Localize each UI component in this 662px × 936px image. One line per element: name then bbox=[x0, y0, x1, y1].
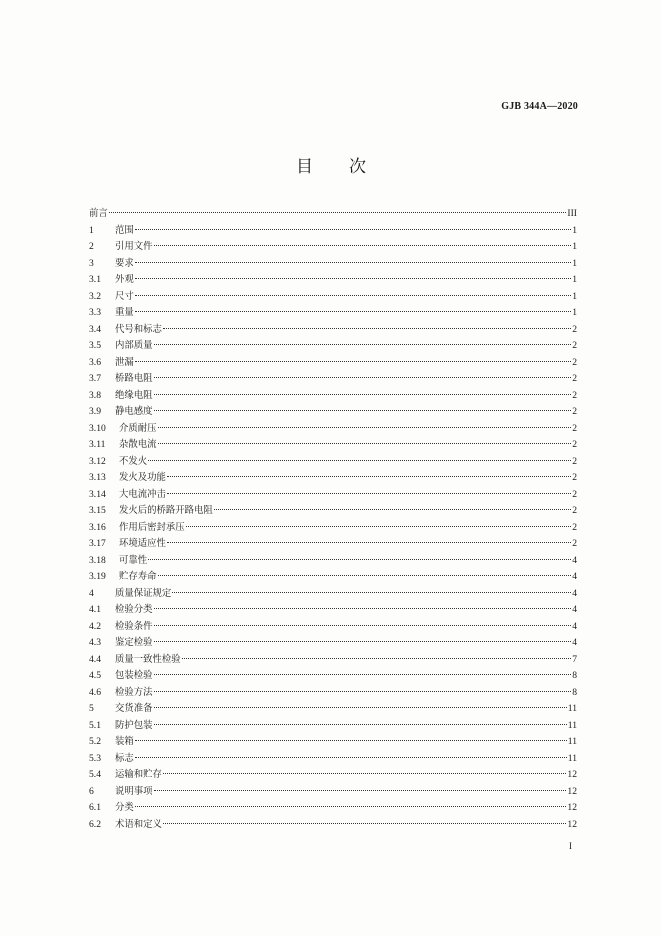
toc-leader-dots bbox=[163, 773, 567, 774]
table-of-contents bbox=[89, 206, 577, 833]
toc-entry-page: 2 bbox=[572, 406, 577, 417]
toc-leader-dots bbox=[148, 460, 571, 461]
toc-entry[interactable] bbox=[89, 322, 577, 339]
toc-entry-number: 4.4 bbox=[89, 653, 101, 665]
toc-leader-dots bbox=[148, 559, 571, 560]
toc-entry-page: 4 bbox=[572, 587, 577, 599]
toc-entry-number: 5.3 bbox=[89, 752, 101, 764]
toc-entry-title: 范围 bbox=[115, 224, 134, 236]
toc-entry-number: 5.1 bbox=[89, 719, 101, 731]
toc-entry-title: 发火及功能 bbox=[119, 472, 166, 483]
toc-entry-page: 11 bbox=[567, 752, 577, 764]
page-title: 目次 bbox=[296, 157, 402, 177]
toc-entry[interactable] bbox=[89, 800, 577, 817]
toc-entry[interactable] bbox=[89, 817, 577, 834]
toc-entry[interactable] bbox=[89, 487, 577, 504]
toc-entry[interactable] bbox=[89, 652, 577, 669]
toc-entry-number: 2 bbox=[89, 241, 94, 252]
toc-entry[interactable] bbox=[89, 437, 577, 454]
toc-entry-title: 介质耐压 bbox=[119, 422, 157, 434]
toc-entry-number: 3.12 bbox=[89, 455, 106, 467]
toc-entry[interactable] bbox=[89, 718, 577, 735]
toc-leader-dots bbox=[154, 790, 567, 791]
toc-entry-title: 可靠性 bbox=[119, 554, 148, 566]
toc-entry-title: 检验方法 bbox=[115, 686, 153, 698]
toc-entry-number: 3.19 bbox=[89, 571, 106, 582]
toc-entry-title: 前言 bbox=[89, 208, 108, 219]
toc-entry[interactable] bbox=[89, 685, 577, 702]
toc-entry-page: 2 bbox=[572, 538, 577, 549]
toc-entry-page: 2 bbox=[572, 472, 577, 483]
toc-entry-page: 12 bbox=[567, 785, 577, 797]
toc-entry[interactable] bbox=[89, 520, 577, 537]
toc-leader-dots bbox=[154, 394, 572, 395]
toc-entry-page: III bbox=[567, 208, 577, 219]
toc-entry-title: 杂散电流 bbox=[119, 439, 157, 450]
toc-entry-page: 1 bbox=[572, 274, 577, 285]
toc-entry[interactable] bbox=[89, 619, 577, 636]
toc-entry-page: 1 bbox=[572, 307, 577, 318]
toc-entry-title: 说明事项 bbox=[115, 785, 153, 797]
toc-entry[interactable] bbox=[89, 421, 577, 438]
toc-entry[interactable] bbox=[89, 404, 577, 421]
toc-entry-title: 鉴定检验 bbox=[115, 637, 153, 648]
toc-entry[interactable] bbox=[89, 503, 577, 520]
toc-entry-number: 3.1 bbox=[89, 274, 101, 285]
toc-entry-title: 引用文件 bbox=[115, 241, 153, 252]
toc-entry-page: 4 bbox=[572, 604, 577, 615]
toc-entry-title: 质量保证规定 bbox=[115, 587, 172, 599]
toc-entry-number: 1 bbox=[89, 224, 94, 236]
toc-entry-number: 3.13 bbox=[89, 472, 106, 483]
toc-entry-page: 1 bbox=[572, 224, 577, 236]
toc-leader-dots bbox=[135, 740, 567, 741]
toc-entry-title: 代号和标志 bbox=[115, 323, 162, 335]
toc-entry-number: 3.3 bbox=[89, 307, 101, 318]
toc-leader-dots bbox=[167, 493, 571, 494]
toc-entry-number: 6 bbox=[89, 785, 94, 797]
toc-entry[interactable] bbox=[89, 470, 577, 487]
toc-entry[interactable] bbox=[89, 784, 577, 801]
toc-entry-number: 3.2 bbox=[89, 290, 101, 302]
toc-entry-page: 1 bbox=[572, 257, 577, 269]
toc-entry-number: 4.6 bbox=[89, 686, 101, 698]
toc-entry-number: 6.2 bbox=[89, 818, 101, 830]
toc-entry-title: 静电感度 bbox=[115, 406, 153, 417]
toc-entry-title: 交货准备 bbox=[115, 703, 153, 714]
toc-entry[interactable] bbox=[89, 701, 577, 718]
toc-entry-page: 1 bbox=[572, 290, 577, 302]
toc-entry-page: 2 bbox=[572, 455, 577, 467]
toc-entry[interactable] bbox=[89, 272, 577, 289]
toc-entry[interactable] bbox=[89, 355, 577, 372]
toc-entry-title: 尺寸 bbox=[115, 290, 134, 302]
toc-entry-title: 检验条件 bbox=[115, 620, 153, 632]
toc-leader-dots bbox=[135, 311, 571, 312]
toc-entry-number: 3.4 bbox=[89, 323, 101, 335]
toc-leader-dots bbox=[135, 806, 567, 807]
toc-leader-dots bbox=[214, 509, 571, 510]
toc-entry-number: 4.1 bbox=[89, 604, 101, 615]
toc-leader-dots bbox=[158, 575, 572, 576]
toc-entry-page: 12 bbox=[567, 818, 577, 830]
toc-entry-number: 5.2 bbox=[89, 736, 101, 747]
toc-leader-dots bbox=[154, 707, 567, 708]
toc-entry-page: 12 bbox=[567, 802, 577, 813]
toc-entry[interactable] bbox=[89, 668, 577, 685]
toc-entry[interactable] bbox=[89, 767, 577, 784]
toc-entry-title: 检验分类 bbox=[115, 604, 153, 615]
toc-leader-dots bbox=[163, 823, 567, 824]
toc-entry-title: 大电流冲击 bbox=[119, 488, 166, 500]
toc-leader-dots bbox=[158, 443, 572, 444]
toc-entry-number: 3.15 bbox=[89, 505, 106, 516]
toc-entry-page: 8 bbox=[572, 686, 577, 698]
toc-entry[interactable] bbox=[89, 734, 577, 751]
toc-entry[interactable] bbox=[89, 206, 577, 223]
toc-leader-dots bbox=[167, 542, 571, 543]
toc-leader-dots bbox=[135, 278, 571, 279]
toc-entry-page: 2 bbox=[572, 373, 577, 384]
toc-entry-number: 4.5 bbox=[89, 670, 101, 681]
toc-entry-number: 3.11 bbox=[89, 439, 106, 450]
toc-leader-dots bbox=[135, 229, 571, 230]
toc-leader-dots bbox=[154, 641, 572, 642]
toc-entry[interactable] bbox=[89, 305, 577, 322]
toc-leader-dots bbox=[186, 526, 572, 527]
toc-entry[interactable] bbox=[89, 635, 577, 652]
page-number: I bbox=[569, 841, 572, 851]
standard-code: GJB 344A—2020 bbox=[501, 101, 578, 112]
toc-leader-dots bbox=[154, 410, 572, 411]
toc-leader-dots bbox=[163, 328, 571, 329]
toc-entry-title: 内部质量 bbox=[115, 340, 153, 351]
toc-entry[interactable] bbox=[89, 371, 577, 388]
toc-leader-dots bbox=[154, 377, 572, 378]
toc-leader-dots bbox=[154, 608, 572, 609]
toc-leader-dots bbox=[167, 476, 571, 477]
toc-leader-dots bbox=[154, 625, 572, 626]
toc-entry-title: 质量一致性检验 bbox=[115, 653, 181, 665]
toc-entry-title: 发火后的桥路开路电阻 bbox=[119, 505, 213, 516]
toc-entry-page: 2 bbox=[572, 488, 577, 500]
toc-entry[interactable] bbox=[89, 289, 577, 306]
toc-entry-number: 4.3 bbox=[89, 637, 101, 648]
toc-entry-page: 12 bbox=[567, 769, 577, 780]
toc-entry[interactable] bbox=[89, 569, 577, 586]
toc-entry-page: 2 bbox=[572, 340, 577, 351]
toc-entry-title: 重量 bbox=[115, 307, 134, 318]
toc-entry-page: 8 bbox=[572, 670, 577, 681]
toc-entry-title: 运输和贮存 bbox=[115, 769, 162, 780]
toc-entry-title: 绝缘电阻 bbox=[115, 389, 153, 401]
toc-entry[interactable] bbox=[89, 586, 577, 603]
toc-entry-number: 3.9 bbox=[89, 406, 101, 417]
toc-entry[interactable] bbox=[89, 454, 577, 471]
toc-entry[interactable] bbox=[89, 239, 577, 256]
toc-entry[interactable] bbox=[89, 536, 577, 553]
toc-entry-title: 要求 bbox=[115, 257, 134, 269]
toc-entry-page: 2 bbox=[572, 323, 577, 335]
toc-entry-title: 贮存寿命 bbox=[119, 571, 157, 582]
toc-entry-page: 11 bbox=[567, 719, 577, 731]
toc-entry-number: 3.8 bbox=[89, 389, 101, 401]
toc-leader-dots bbox=[135, 295, 571, 296]
toc-entry-page: 2 bbox=[572, 505, 577, 516]
toc-leader-dots bbox=[182, 658, 572, 659]
toc-leader-dots bbox=[154, 674, 572, 675]
toc-leader-dots bbox=[135, 262, 571, 263]
toc-entry[interactable] bbox=[89, 338, 577, 355]
toc-leader-dots bbox=[172, 592, 571, 593]
toc-entry-page: 2 bbox=[572, 422, 577, 434]
toc-entry-number: 3.7 bbox=[89, 373, 101, 384]
toc-entry-title: 环境适应性 bbox=[119, 538, 166, 549]
toc-entry-page: 2 bbox=[572, 439, 577, 450]
toc-leader-dots bbox=[109, 212, 567, 213]
toc-leader-dots bbox=[158, 427, 572, 428]
toc-entry-number: 3.5 bbox=[89, 340, 101, 351]
toc-entry-number: 3.16 bbox=[89, 521, 106, 533]
toc-entry[interactable] bbox=[89, 256, 577, 273]
toc-entry-title: 不发火 bbox=[119, 455, 148, 467]
toc-leader-dots bbox=[135, 361, 571, 362]
toc-leader-dots bbox=[154, 724, 567, 725]
toc-entry-page: 2 bbox=[572, 389, 577, 401]
toc-entry-title: 分类 bbox=[115, 802, 134, 813]
toc-entry-number: 5 bbox=[89, 703, 94, 714]
toc-entry-page: 4 bbox=[572, 571, 577, 582]
toc-entry[interactable] bbox=[89, 751, 577, 768]
toc-entry-title: 作用后密封承压 bbox=[119, 521, 185, 533]
toc-entry-number: 3.10 bbox=[89, 422, 106, 434]
toc-entry-title: 外观 bbox=[115, 274, 134, 285]
toc-entry-title: 标志 bbox=[115, 752, 134, 764]
toc-entry-page: 11 bbox=[567, 703, 577, 714]
toc-entry[interactable] bbox=[89, 223, 577, 240]
toc-entry-page: 4 bbox=[572, 620, 577, 632]
toc-leader-dots bbox=[135, 757, 567, 758]
toc-entry-number: 3.6 bbox=[89, 356, 101, 368]
toc-entry-number: 3 bbox=[89, 257, 94, 269]
toc-entry-page: 4 bbox=[572, 637, 577, 648]
toc-entry-title: 桥路电阻 bbox=[115, 373, 153, 384]
toc-entry-page: 2 bbox=[572, 356, 577, 368]
toc-entry-title: 泄漏 bbox=[115, 356, 134, 368]
toc-entry-number: 5.4 bbox=[89, 769, 101, 780]
toc-entry-number: 4 bbox=[89, 587, 94, 599]
toc-entry-number: 4.2 bbox=[89, 620, 101, 632]
toc-entry-number: 3.18 bbox=[89, 554, 106, 566]
toc-leader-dots bbox=[154, 245, 572, 246]
toc-entry-page: 7 bbox=[572, 653, 577, 665]
toc-entry-page: 2 bbox=[572, 521, 577, 533]
toc-entry-title: 包装检验 bbox=[115, 670, 153, 681]
toc-entry[interactable] bbox=[89, 553, 577, 570]
toc-leader-dots bbox=[154, 691, 572, 692]
toc-leader-dots bbox=[154, 344, 572, 345]
toc-entry-number: 6.1 bbox=[89, 802, 101, 813]
toc-entry[interactable] bbox=[89, 388, 577, 405]
toc-entry-page: 11 bbox=[567, 736, 577, 747]
toc-entry-title: 防护包装 bbox=[115, 719, 153, 731]
toc-entry-title: 术语和定义 bbox=[115, 818, 162, 830]
toc-entry-page: 1 bbox=[572, 241, 577, 252]
toc-entry[interactable] bbox=[89, 602, 577, 619]
toc-entry-number: 3.14 bbox=[89, 488, 106, 500]
toc-entry-page: 4 bbox=[572, 554, 577, 566]
toc-entry-title: 装箱 bbox=[115, 736, 134, 747]
toc-entry-number: 3.17 bbox=[89, 538, 106, 549]
